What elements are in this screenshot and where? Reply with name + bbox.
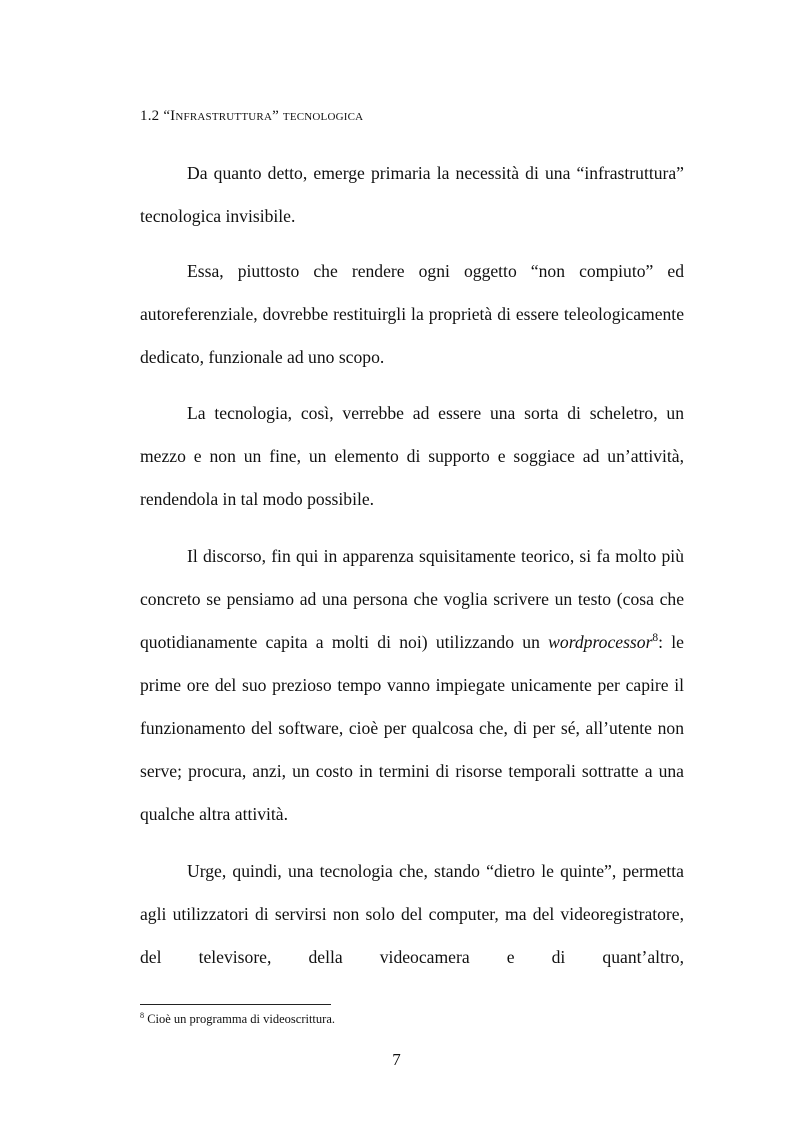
section-heading [140, 108, 363, 125]
footnote-number: 8 [140, 1010, 145, 1020]
paragraph-1: Da quanto detto, emerge primaria la necessità di una “infrastruttura” tecnologica invisibile. [140, 163, 684, 226]
page-number: 7 [392, 1050, 401, 1069]
footnote [140, 1012, 335, 1027]
wordprocessor-term: wordprocessor [548, 632, 653, 652]
paragraph-3: La tecnologia, così, verrebbe ad essere una sorta di scheletro, un mezzo e non un fine, un elemento di supporto e soggiace ad un’attività, rendendola in tal modo possibile. [140, 403, 684, 509]
paragraph-4-text-after: : le prime ore del suo prezioso tempo vanno impiegate unicamente per capire il funzionamento del software, cioè per qualcosa che, di per sé, all’utente non serve; procura, anzi, un costo in termini di risorse temporali sottratte a una qualche altra attività. [140, 632, 684, 824]
section-number: 1.2 [140, 108, 160, 124]
footnote-reference: 8 [652, 632, 659, 645]
section-title: “Infrastruttura” tecnologica [163, 108, 364, 124]
footnote-separator [140, 1004, 331, 1005]
paragraph-2: Essa, piuttosto che rendere ogni oggetto “non compiuto” ed autoreferenziale, dovrebbe restituirgli la proprietà di essere teleologicamente dedicato, funzionale ad uno scopo. [140, 261, 684, 367]
paragraph-4 [140, 535, 684, 836]
paragraph-4-text-before: Il discorso, fin qui in apparenza squisitamente teorico, si fa molto più concreto se pensiamo ad una persona che voglia scrivere un testo (cosa che quotidianamente capita a molti di noi) utilizzando un [140, 546, 684, 652]
footnote-text: Cioè un programma di videoscrittura. [144, 1012, 335, 1026]
paragraph-5: Urge, quindi, una tecnologia che, stando “dietro le quinte”, permetta agli utilizzatori di servirsi non solo del computer, ma del videoregistratore, del televisore, della videocamera e di quant’altro, [140, 861, 684, 967]
